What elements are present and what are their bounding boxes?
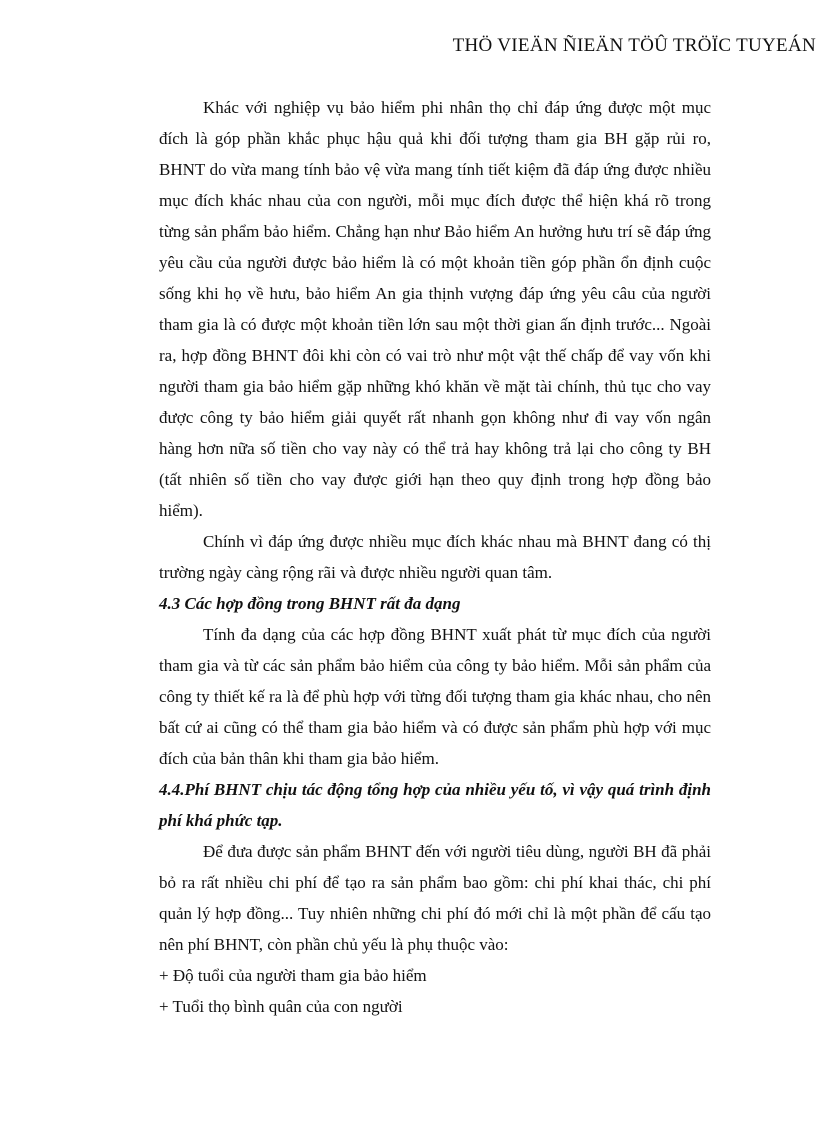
library-header: THÖ VIEÄN ÑIEÄN TÖÛ TRÖÏC TUYEÁN [452,35,816,56]
paragraph-benefits: Khác với nghiệp vụ bảo hiểm phi nhân thọ chỉ đáp ứng được một mục đích là góp phần khắc phục hậu quả khi đối tượng tham gia BH gặp rủi ro, BHNT do vừa mang tính bảo vệ vừa mang tính tiết kiệm đã đáp ứng được nhiều mục đích khác nhau của con người, mỗi mục đích được thể hiện khá rõ trong từng sản phẩm bảo hiểm. Chẳng hạn như Bảo hiểm An hưởng hưu trí sẽ đáp ứng yêu cầu của người được bảo hiểm là có một khoản tiền góp phần ổn định cuộc sống khi họ về hưu, bảo hiểm An gia thịnh vượng đáp ứng yêu câu của người tham gia là có được một khoản tiền lớn sau một thời gian ấn định trước... Ngoài ra, hợp đồng BHNT đôi khi còn có vai trò như một vật thế chấp để vay vốn khi người tham gia bảo hiểm gặp những khó khăn về mặt tài chính, thủ tục cho vay được công ty bảo hiểm giải quyết rất nhanh gọn không như đi vay vốn ngân hàng hơn nữa số tiền cho vay này có thể trả hay không trả lại cho công ty BH (tất nhiên số tiền cho vay được giới hạn theo quy định trong hợp đồng bảo hiểm). [159,98,711,520]
document-body [159,92,711,1022]
paragraph-market: Chính vì đáp ứng được nhiều mục đích khác nhau mà BHNT đang có thị trường ngày càng rộng rãi và được nhiều người quan tâm. [159,532,711,582]
bullet-age: + Độ tuổi của người tham gia bảo hiểm [159,966,427,985]
section-heading-4-4: 4.4.Phí BHNT chịu tác động tổng hợp của nhiều yếu tố, vì vậy quá trình định phí khá phức tạp. [159,780,711,830]
section-heading-4-3: 4.3 Các hợp đồng trong BHNT rất đa dạng [159,594,461,613]
paragraph-diversity: Tính đa dạng của các hợp đồng BHNT xuất phát từ mục đích của người tham gia và từ các sản phẩm bảo hiểm của công ty bảo hiểm. Mỗi sản phẩm của công ty thiết kế ra là để phù hợp với từng đối tượng tham gia khác nhau, cho nên bất cứ ai cũng có thể tham gia bảo hiểm và có được sản phẩm phù hợp với mục đích của bản thân khi tham gia bảo hiểm. [159,625,711,768]
paragraph-premium: Để đưa được sản phẩm BHNT đến với người tiêu dùng, người BH đã phải bỏ ra rất nhiều chi phí để tạo ra sản phẩm bao gồm: chi phí khai thác, chi phí quản lý hợp đồng... Tuy nhiên những chi phí đó mới chỉ là một phần để cấu tạo nên phí BHNT, còn phần chủ yếu là phụ thuộc vào: [159,842,711,954]
bullet-lifespan: + Tuổi thọ bình quân của con người [159,997,403,1016]
